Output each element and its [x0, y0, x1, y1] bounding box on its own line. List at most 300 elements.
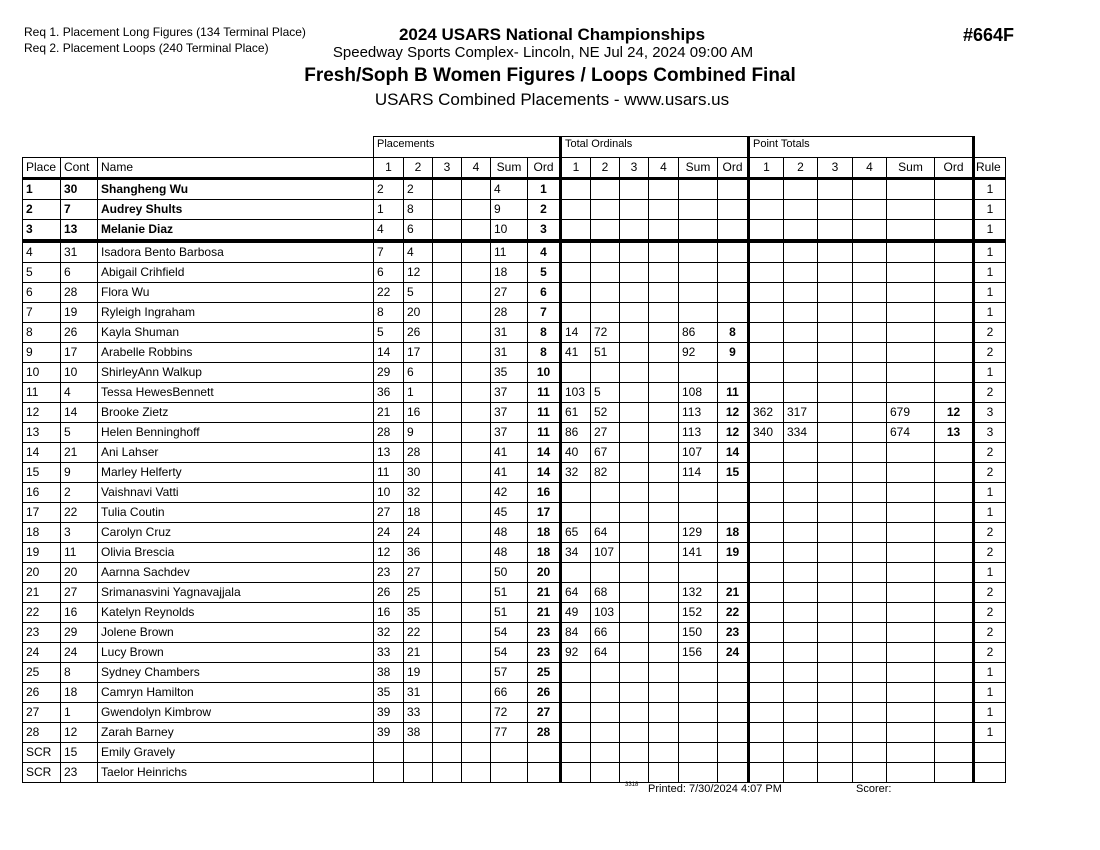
cell-ord: [935, 200, 974, 220]
cell-sum: 37: [491, 423, 528, 443]
cell-1: [561, 200, 591, 220]
column-header: Sum: [679, 158, 718, 179]
cell-2: [404, 763, 433, 783]
cell-2: 31: [404, 683, 433, 703]
cell-2: [784, 263, 818, 283]
cell-4: [462, 383, 491, 403]
cell-1: [749, 241, 784, 263]
cell-2: 32: [404, 483, 433, 503]
cell-cont: 8: [61, 663, 98, 683]
cell-ord: 21: [718, 583, 749, 603]
cell-place: 4: [23, 241, 61, 263]
cell-sum: 31: [491, 323, 528, 343]
cell-4: [649, 603, 679, 623]
cell-4: [853, 723, 887, 743]
cell-ord: 14: [528, 463, 561, 483]
cell-1: [749, 303, 784, 323]
cell-place: 10: [23, 363, 61, 383]
cell-ord: 12: [718, 423, 749, 443]
cell-4: [462, 283, 491, 303]
cell-place: 13: [23, 423, 61, 443]
cell-2: [784, 220, 818, 242]
cell-1: [749, 583, 784, 603]
cell-ord: [718, 703, 749, 723]
cell-sum: [887, 723, 935, 743]
cell-1: 84: [561, 623, 591, 643]
cell-3: [818, 563, 853, 583]
cell-2: 5: [591, 383, 620, 403]
cell-2: [591, 703, 620, 723]
cell-1: 61: [561, 403, 591, 423]
cell-4: [853, 200, 887, 220]
cell-1: 103: [561, 383, 591, 403]
cell-name: Olivia Brescia: [98, 543, 374, 563]
cell-2: [784, 483, 818, 503]
cell-4: [649, 463, 679, 483]
cell-place: 27: [23, 703, 61, 723]
cell-1: 2: [374, 179, 404, 200]
cell-4: [649, 543, 679, 563]
cell-2: [784, 743, 818, 763]
cell-3: [620, 363, 649, 383]
cell-3: [620, 603, 649, 623]
cell-2: [784, 200, 818, 220]
cell-3: [818, 283, 853, 303]
cell-ord: [935, 543, 974, 563]
cell-4: [462, 603, 491, 623]
cell-sum: [679, 241, 718, 263]
cell-3: [433, 483, 462, 503]
cell-2: [784, 543, 818, 563]
cell-sum: [887, 179, 935, 200]
cell-4: [462, 179, 491, 200]
column-header: Ord: [718, 158, 749, 179]
cell-3: [433, 763, 462, 783]
cell-4: [649, 623, 679, 643]
cell-3: [818, 643, 853, 663]
cell-ord: 16: [528, 483, 561, 503]
cell-2: 25: [404, 583, 433, 603]
cell-ord: 8: [718, 323, 749, 343]
table-row: [23, 463, 1006, 483]
cell-place: 25: [23, 663, 61, 683]
column-header: 2: [784, 158, 818, 179]
cell-1: [749, 220, 784, 242]
cell-1: 14: [561, 323, 591, 343]
cell-ord: [935, 743, 974, 763]
cell-ord: [718, 200, 749, 220]
cell-cont: 18: [61, 683, 98, 703]
cell-sum: 114: [679, 463, 718, 483]
cell-3: [620, 423, 649, 443]
cell-ord: 5: [528, 263, 561, 283]
cell-3: [818, 303, 853, 323]
cell-2: 16: [404, 403, 433, 423]
cell-4: [853, 179, 887, 200]
cell-ord: 28: [528, 723, 561, 743]
cell-3: [433, 241, 462, 263]
cell-cont: 20: [61, 563, 98, 583]
cell-4: [462, 683, 491, 703]
cell-4: [853, 483, 887, 503]
cell-2: [591, 200, 620, 220]
column-header: Cont: [61, 158, 98, 179]
cell-2: 51: [591, 343, 620, 363]
cell-name: Vaishnavi Vatti: [98, 483, 374, 503]
cell-3: [818, 220, 853, 242]
cell-4: [462, 241, 491, 263]
cell-ord: [718, 363, 749, 383]
cell-ord: 8: [528, 343, 561, 363]
cell-ord: [935, 603, 974, 623]
cell-1: 33: [374, 643, 404, 663]
cell-4: [462, 703, 491, 723]
cell-3: [433, 743, 462, 763]
cell-1: [561, 563, 591, 583]
column-header: 4: [853, 158, 887, 179]
cell-2: 66: [591, 623, 620, 643]
cell-ord: [935, 523, 974, 543]
cell-1: 24: [374, 523, 404, 543]
cell-2: [784, 643, 818, 663]
cell-2: [784, 523, 818, 543]
cell-sum: [887, 241, 935, 263]
cell-2: 67: [591, 443, 620, 463]
cell-name: Emily Gravely: [98, 743, 374, 763]
cell-4: [462, 743, 491, 763]
cell-cont: 17: [61, 343, 98, 363]
cell-1: [749, 523, 784, 543]
cell-cont: 2: [61, 483, 98, 503]
cell-1: [749, 343, 784, 363]
cell-4: [853, 583, 887, 603]
cell-2: [591, 241, 620, 263]
cell-4: [853, 363, 887, 383]
cell-sum: [679, 743, 718, 763]
cell-sum: [679, 563, 718, 583]
cell-3: [620, 343, 649, 363]
cell-rule: 1: [974, 283, 1006, 303]
column-header: Sum: [887, 158, 935, 179]
cell-2: 28: [404, 443, 433, 463]
cell-sum: 31: [491, 343, 528, 363]
cell-2: 72: [591, 323, 620, 343]
cell-4: [853, 443, 887, 463]
cell-1: 10: [374, 483, 404, 503]
cell-1: 5: [374, 323, 404, 343]
cell-1: 35: [374, 683, 404, 703]
cell-3: [433, 723, 462, 743]
cell-ord: [528, 743, 561, 763]
cell-1: [561, 283, 591, 303]
cell-2: [784, 283, 818, 303]
requirement-2: Req 2. Placement Loops (240 Terminal Place): [24, 41, 269, 55]
cell-name: Shangheng Wu: [98, 179, 374, 200]
cell-sum: [887, 523, 935, 543]
cell-ord: [935, 220, 974, 242]
cell-ord: 4: [528, 241, 561, 263]
cell-ord: [935, 343, 974, 363]
cell-4: [649, 323, 679, 343]
cell-4: [853, 683, 887, 703]
cell-4: [649, 743, 679, 763]
cell-2: [784, 443, 818, 463]
cell-3: [620, 383, 649, 403]
cell-1: [749, 363, 784, 383]
cell-name: Carolyn Cruz: [98, 523, 374, 543]
cell-4: [649, 643, 679, 663]
cell-4: [649, 283, 679, 303]
cell-cont: 24: [61, 643, 98, 663]
cell-sum: 18: [491, 263, 528, 283]
cell-place: 20: [23, 563, 61, 583]
cell-3: [818, 543, 853, 563]
column-header: 2: [404, 158, 433, 179]
table-row: [23, 603, 1006, 623]
cell-2: 27: [404, 563, 433, 583]
column-header: Ord: [935, 158, 974, 179]
cell-1: [374, 763, 404, 783]
cell-ord: 14: [718, 443, 749, 463]
results-table: [22, 136, 1006, 783]
cell-4: [462, 663, 491, 683]
cell-ord: 27: [528, 703, 561, 723]
cell-3: [433, 443, 462, 463]
cell-1: [749, 463, 784, 483]
cell-sum: [887, 583, 935, 603]
cell-sum: [679, 363, 718, 383]
table-row: [23, 563, 1006, 583]
cell-place: SCR: [23, 743, 61, 763]
cell-sum: 77: [491, 723, 528, 743]
cell-4: [853, 220, 887, 242]
cell-ord: 7: [528, 303, 561, 323]
cell-3: [433, 643, 462, 663]
table-row: [23, 763, 1006, 783]
cell-ord: 20: [528, 563, 561, 583]
event-number: #664F: [963, 25, 1015, 45]
cell-name: Kayla Shuman: [98, 323, 374, 343]
cell-1: 49: [561, 603, 591, 623]
cell-ord: [935, 443, 974, 463]
cell-sum: [679, 723, 718, 743]
cell-sum: [887, 303, 935, 323]
cell-2: [591, 763, 620, 783]
cell-sum: [491, 763, 528, 783]
cell-cont: 13: [61, 220, 98, 242]
cell-4: [649, 241, 679, 263]
cell-1: [749, 643, 784, 663]
cell-2: [591, 503, 620, 523]
cell-4: [853, 643, 887, 663]
cell-2: [591, 220, 620, 242]
cell-place: 16: [23, 483, 61, 503]
table-row: [23, 323, 1006, 343]
cell-name: Aarnna Sachdev: [98, 563, 374, 583]
cell-2: 24: [404, 523, 433, 543]
cell-ord: 18: [528, 523, 561, 543]
cell-1: [749, 263, 784, 283]
cell-2: 1: [404, 383, 433, 403]
cell-3: [433, 220, 462, 242]
cell-ord: 11: [718, 383, 749, 403]
cell-rule: 1: [974, 563, 1006, 583]
cell-ord: [718, 303, 749, 323]
cell-name: Audrey Shults: [98, 200, 374, 220]
cell-name: Lucy Brown: [98, 643, 374, 663]
cell-place: 15: [23, 463, 61, 483]
cell-sum: [887, 363, 935, 383]
cell-3: [620, 241, 649, 263]
cell-1: 12: [374, 543, 404, 563]
cell-ord: [718, 663, 749, 683]
cell-3: [433, 303, 462, 323]
cell-ord: [718, 283, 749, 303]
cell-2: 8: [404, 200, 433, 220]
cell-3: [620, 443, 649, 463]
cell-1: 38: [374, 663, 404, 683]
cell-3: [433, 603, 462, 623]
cell-rule: 1: [974, 663, 1006, 683]
group-header-0: Placements: [374, 137, 561, 158]
cell-3: [620, 543, 649, 563]
cell-ord: 21: [528, 583, 561, 603]
column-header: 1: [749, 158, 784, 179]
cell-sum: 113: [679, 403, 718, 423]
table-row: [23, 343, 1006, 363]
cell-sum: 156: [679, 643, 718, 663]
cell-3: [818, 403, 853, 423]
cell-sum: 28: [491, 303, 528, 323]
cell-2: [784, 763, 818, 783]
cell-3: [433, 463, 462, 483]
cell-sum: [887, 343, 935, 363]
cell-2: 4: [404, 241, 433, 263]
cell-sum: [887, 263, 935, 283]
cell-sum: 141: [679, 543, 718, 563]
cell-place: 24: [23, 643, 61, 663]
cell-3: [433, 263, 462, 283]
cell-1: 86: [561, 423, 591, 443]
cell-sum: 54: [491, 623, 528, 643]
column-header: 1: [561, 158, 591, 179]
cell-sum: 113: [679, 423, 718, 443]
cell-name: Ryleigh Ingraham: [98, 303, 374, 323]
cell-ord: [935, 283, 974, 303]
cell-sum: [679, 263, 718, 283]
cell-4: [649, 503, 679, 523]
cell-place: 17: [23, 503, 61, 523]
cell-3: [818, 263, 853, 283]
cell-sum: [887, 643, 935, 663]
cell-2: 68: [591, 583, 620, 603]
cell-4: [649, 663, 679, 683]
cell-4: [462, 403, 491, 423]
cell-2: 26: [404, 323, 433, 343]
version-label: 3318: [625, 782, 639, 788]
cell-sum: [679, 179, 718, 200]
cell-2: 334: [784, 423, 818, 443]
cell-2: [784, 603, 818, 623]
cell-2: [591, 483, 620, 503]
cell-2: 9: [404, 423, 433, 443]
cell-rule: [974, 763, 1006, 783]
cell-ord: 9: [718, 343, 749, 363]
cell-rule: 1: [974, 263, 1006, 283]
cell-1: [749, 623, 784, 643]
cell-1: 21: [374, 403, 404, 423]
cell-cont: 4: [61, 383, 98, 403]
cell-cont: 31: [61, 241, 98, 263]
cell-2: 38: [404, 723, 433, 743]
cell-2: 21: [404, 643, 433, 663]
cell-4: [462, 563, 491, 583]
cell-sum: 27: [491, 283, 528, 303]
cell-name: Srimanasvini Yagnavajjala: [98, 583, 374, 603]
cell-4: [462, 323, 491, 343]
cell-3: [620, 563, 649, 583]
cell-name: Jolene Brown: [98, 623, 374, 643]
cell-place: 1: [23, 179, 61, 200]
table-row: [23, 383, 1006, 403]
cell-2: [784, 663, 818, 683]
cell-cont: 27: [61, 583, 98, 603]
cell-4: [853, 743, 887, 763]
cell-ord: [718, 483, 749, 503]
cell-sum: 86: [679, 323, 718, 343]
cell-3: [818, 179, 853, 200]
cell-3: [818, 663, 853, 683]
cell-sum: 51: [491, 583, 528, 603]
cell-4: [853, 503, 887, 523]
cell-4: [853, 563, 887, 583]
cell-1: 7: [374, 241, 404, 263]
cell-3: [433, 200, 462, 220]
cell-2: 64: [591, 643, 620, 663]
cell-3: [433, 543, 462, 563]
cell-3: [433, 703, 462, 723]
cell-rule: 2: [974, 443, 1006, 463]
cell-3: [818, 383, 853, 403]
cell-3: [818, 343, 853, 363]
cell-sum: [887, 283, 935, 303]
cell-2: 20: [404, 303, 433, 323]
cell-4: [649, 483, 679, 503]
cell-1: [561, 663, 591, 683]
cell-ord: 14: [528, 443, 561, 463]
cell-3: [818, 623, 853, 643]
cell-1: [561, 683, 591, 703]
cell-sum: 150: [679, 623, 718, 643]
cell-ord: [718, 503, 749, 523]
cell-name: Gwendolyn Kimbrow: [98, 703, 374, 723]
cell-1: 36: [374, 383, 404, 403]
cell-name: Tulia Coutin: [98, 503, 374, 523]
cell-2: [591, 179, 620, 200]
cell-sum: [887, 743, 935, 763]
cell-sum: 72: [491, 703, 528, 723]
cell-3: [620, 503, 649, 523]
cell-4: [853, 303, 887, 323]
cell-rule: 1: [974, 241, 1006, 263]
cell-rule: 1: [974, 179, 1006, 200]
cell-cont: 5: [61, 423, 98, 443]
cell-1: [561, 703, 591, 723]
cell-1: 8: [374, 303, 404, 323]
cell-name: Tessa HewesBennett: [98, 383, 374, 403]
cell-rule: 2: [974, 523, 1006, 543]
cell-sum: [887, 503, 935, 523]
